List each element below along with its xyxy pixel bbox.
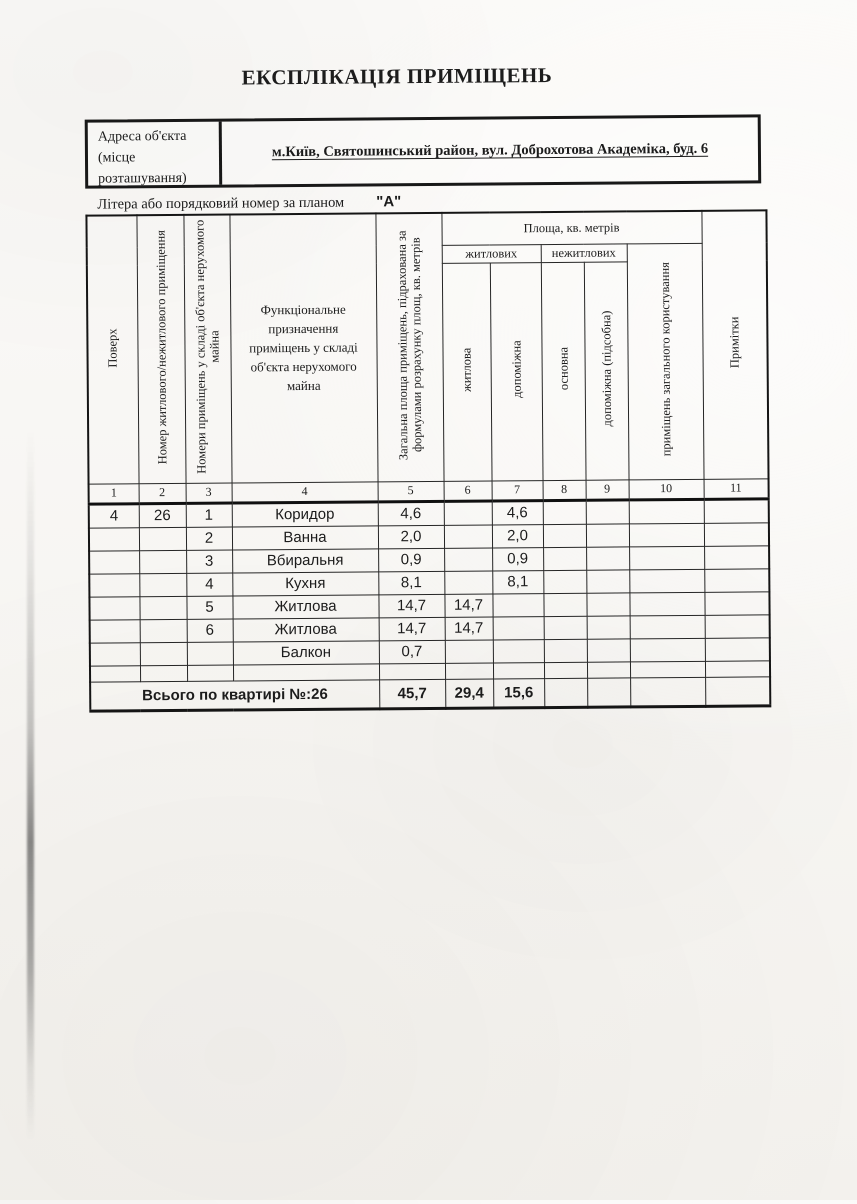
total-main-value (544, 678, 587, 707)
cell-unit-number: 26 (139, 503, 186, 527)
cell-main-area (543, 570, 586, 593)
cell-auxiliary-area: 2,0 (492, 524, 543, 547)
cell-common-area (630, 661, 705, 678)
cell-auxiliary-area (493, 639, 544, 662)
cell-total-area: 14,7 (378, 594, 444, 618)
cell-room-index (187, 665, 233, 681)
table-header (86, 210, 768, 503)
cell-floor (89, 550, 139, 573)
column-number: 9 (586, 479, 629, 499)
cell-room-name: Вбиральня (232, 548, 378, 572)
cell-floor: 4 (89, 503, 139, 527)
cell-room-index: 6 (187, 619, 233, 642)
column-number: 6 (444, 481, 492, 501)
header-living: житлова (442, 263, 492, 481)
total-subsidiary-value (587, 677, 630, 706)
cell-subsidiary-area (587, 661, 630, 677)
cell-notes (705, 660, 770, 677)
explication-table (85, 209, 771, 712)
column-number: 2 (139, 483, 186, 503)
header-residential-group: житлових (442, 244, 541, 263)
cell-main-area (543, 524, 586, 547)
column-number: 3 (186, 483, 232, 503)
cell-subsidiary-area (586, 523, 629, 546)
column-number: 5 (378, 481, 444, 502)
header-area-group: Площа, кв. метрів (441, 211, 701, 245)
cell-living-area: 14,7 (444, 593, 492, 616)
cell-notes (705, 637, 770, 661)
cell-common-area (629, 499, 704, 524)
header-auxiliary-subsidiary: допоміжна (підсобна) (584, 261, 629, 479)
cell-room-name: Коридор (232, 501, 378, 526)
column-number: 8 (543, 480, 586, 500)
total-auxiliary-value: 15,6 (493, 678, 544, 707)
room-rows (89, 498, 770, 681)
cell-notes (704, 522, 769, 546)
cell-main-area (544, 662, 587, 678)
cell-common-area (629, 546, 704, 570)
cell-common-area (629, 592, 704, 616)
cell-unit-number (140, 642, 187, 665)
cell-main-area (544, 639, 587, 662)
cell-room-index: 2 (186, 527, 232, 550)
cell-total-area: 2,0 (378, 525, 444, 549)
cell-room-index: 1 (186, 503, 232, 527)
cell-floor (89, 596, 139, 619)
cell-total-area: 0,9 (378, 548, 444, 572)
cell-auxiliary-area (492, 593, 543, 616)
cell-room-name (233, 663, 379, 680)
cell-unit-number (139, 596, 186, 619)
header-common-use: приміщень загального користування (627, 243, 704, 480)
cell-auxiliary-area (493, 662, 544, 678)
cell-common-area (630, 615, 705, 639)
total-row (90, 676, 770, 710)
cell-main-area (544, 616, 587, 639)
cell-room-index: 5 (186, 596, 232, 619)
cell-subsidiary-area (586, 546, 629, 569)
cell-auxiliary-area: 0,9 (492, 547, 543, 570)
cell-unit-number (140, 665, 187, 681)
cell-living-area (444, 525, 492, 548)
plan-letter-value: "А" (376, 193, 402, 211)
cell-subsidiary-area (587, 615, 630, 638)
cell-notes (704, 591, 769, 615)
cell-auxiliary-area: 8,1 (492, 570, 543, 593)
cell-auxiliary-area: 4,6 (492, 500, 543, 524)
header-main: основна (541, 262, 586, 480)
cell-common-area (630, 638, 705, 662)
total-living-value: 29,4 (445, 678, 493, 707)
header-unit-number: Номер житлового/нежитлового приміщення (136, 215, 185, 483)
plan-letter-line (97, 193, 401, 213)
column-number: 10 (629, 479, 704, 500)
column-number: 1 (89, 483, 139, 503)
address-value: м.Київ, Святошинський район, вул. Доброхотова Академіка, буд. 6 (271, 140, 709, 161)
cell-room-name: Ванна (232, 525, 378, 549)
cell-room-index: 3 (186, 550, 232, 573)
address-box (85, 114, 762, 188)
header-total-area: Загальна площа приміщень, підрахована за формулами розрахунку площ, кв. метрів (375, 213, 443, 482)
cell-room-name: Житлова (232, 594, 378, 618)
header-nonresidential-group: нежитлових (541, 243, 627, 262)
cell-main-area (543, 500, 586, 524)
cell-total-area: 4,6 (378, 501, 444, 526)
cell-unit-number (139, 550, 186, 573)
address-label: Адреса об'єкта (місце розташування) (88, 122, 222, 186)
cell-unit-number (139, 527, 186, 550)
cell-living-area: 14,7 (445, 616, 493, 639)
cell-subsidiary-area (587, 638, 630, 661)
cell-room-name: Кухня (232, 571, 378, 595)
cell-common-area (629, 523, 704, 547)
column-number: 4 (232, 481, 378, 502)
cell-subsidiary-area (586, 592, 629, 615)
cell-room-index (187, 642, 233, 665)
column-number: 11 (704, 478, 769, 499)
total-notes-value (705, 676, 770, 706)
document-title: ЕКСПЛІКАЦІЯ ПРИМІЩЕНЬ (241, 63, 553, 90)
cell-room-name: Балкон (233, 640, 379, 664)
header-room-numbers: Номери приміщень у складі об'єкта нерухомого майна (183, 215, 231, 483)
cell-subsidiary-area (586, 499, 629, 523)
table-footer (90, 676, 770, 710)
cell-notes (704, 568, 769, 592)
total-area-value: 45,7 (379, 679, 445, 709)
cell-main-area (543, 547, 586, 570)
plan-letter-label: Літера або порядковий номер за планом (97, 194, 345, 213)
total-common-value (630, 677, 705, 707)
cell-subsidiary-area (586, 569, 629, 592)
cell-unit-number (139, 573, 186, 596)
header-notes: Примітки (701, 210, 768, 479)
header-floor: Поверх (86, 215, 138, 483)
cell-total-area: 0,7 (379, 640, 445, 664)
cell-notes (705, 614, 770, 638)
header-auxiliary: допоміжна (490, 262, 543, 480)
cell-floor (89, 527, 139, 550)
cell-floor (90, 619, 140, 642)
cell-floor (89, 573, 139, 596)
cell-floor (90, 642, 140, 665)
column-number: 7 (492, 480, 543, 500)
cell-living-area (444, 548, 492, 571)
cell-notes (704, 498, 769, 523)
cell-unit-number (140, 619, 187, 642)
header-function: Функціональне призначення приміщень у складі об'єкта нерухомого майна (229, 213, 377, 482)
cell-room-name: Житлова (233, 617, 379, 641)
cell-total-area (379, 663, 445, 680)
cell-living-area (444, 501, 492, 525)
cell-auxiliary-area (493, 616, 544, 639)
cell-room-index: 4 (186, 573, 232, 596)
cell-total-area: 8,1 (378, 571, 444, 595)
cell-total-area: 14,7 (379, 617, 445, 641)
cell-living-area (445, 639, 493, 662)
cell-notes (704, 545, 769, 569)
cell-living-area (444, 571, 492, 594)
total-label: Всього по квартирі №:26 (90, 679, 379, 710)
cell-floor (90, 665, 140, 681)
cell-main-area (543, 593, 586, 616)
cell-living-area (445, 662, 493, 678)
cell-common-area (629, 569, 704, 593)
